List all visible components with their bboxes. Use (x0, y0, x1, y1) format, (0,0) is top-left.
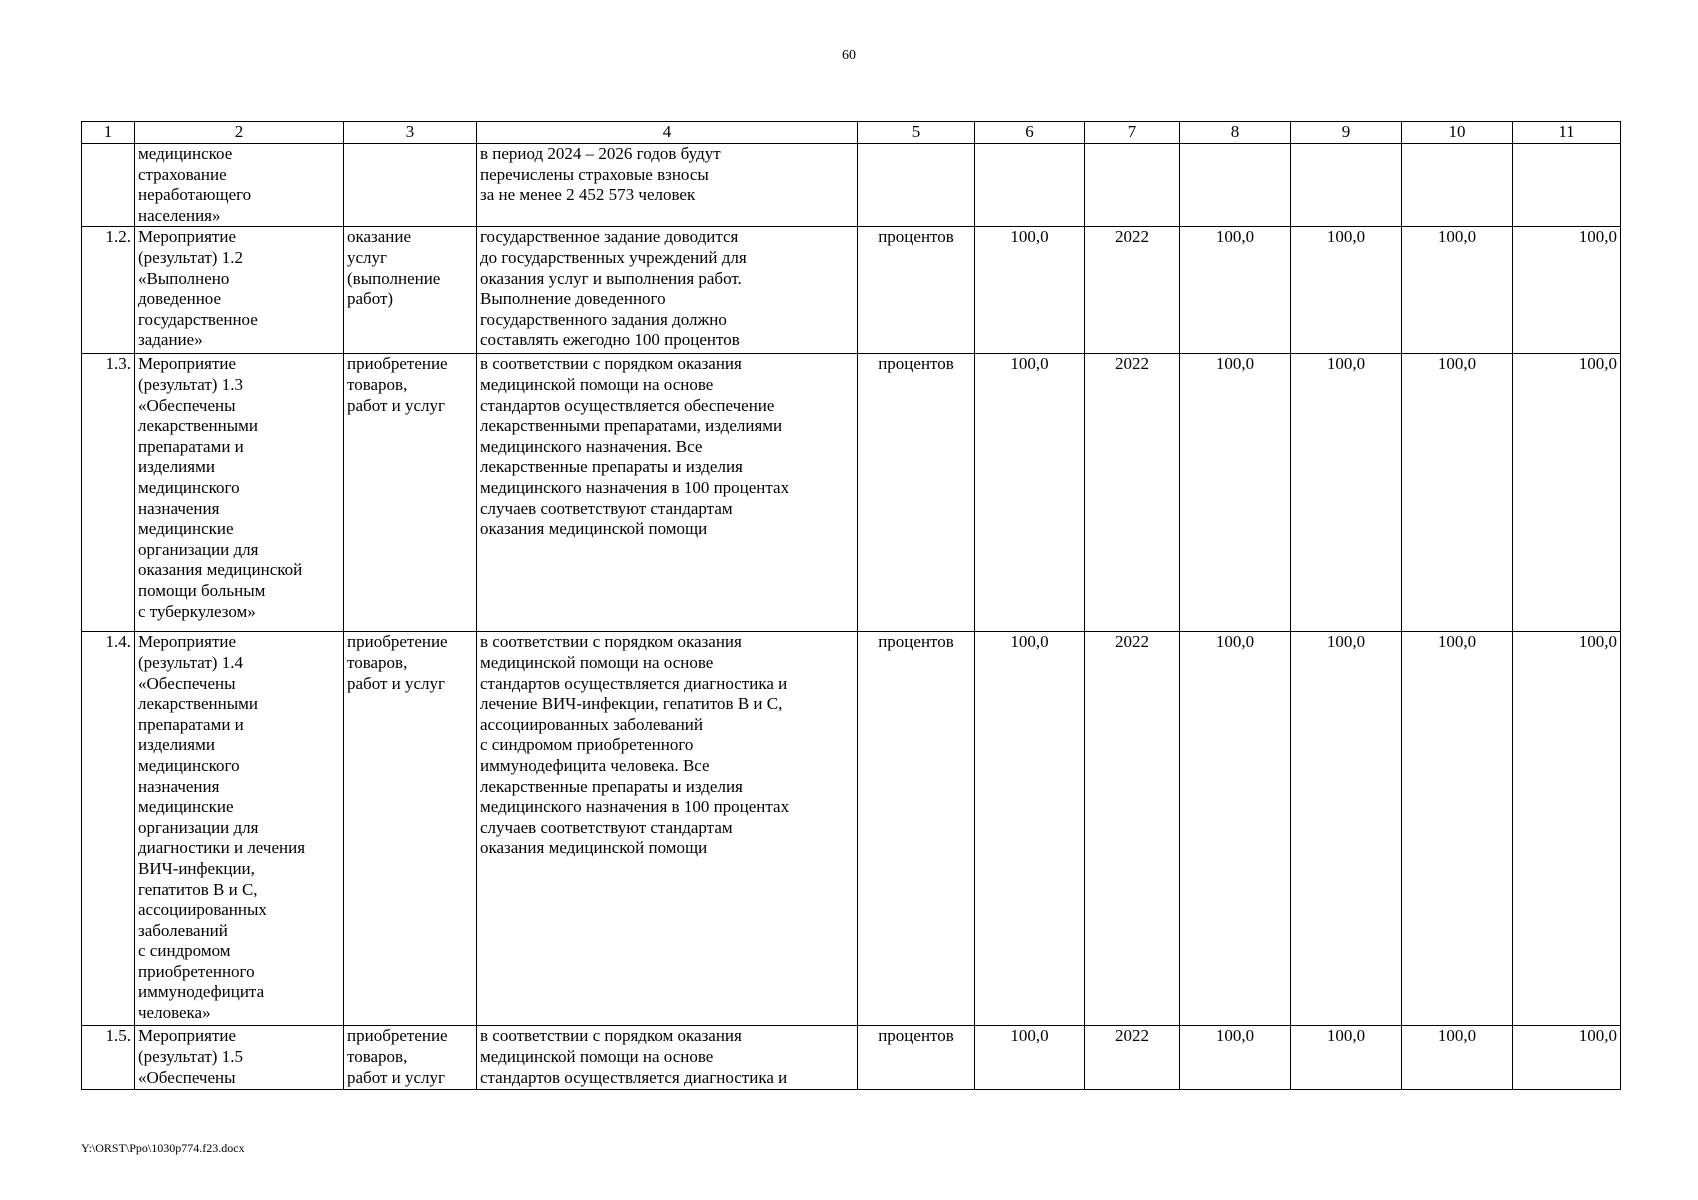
activity-type (344, 144, 477, 227)
activity-name: медицинское страхование неработающего населения» (135, 144, 344, 227)
row-number: 1.2. (82, 227, 135, 354)
table-row (82, 144, 1621, 227)
value-cell (1180, 144, 1291, 227)
activity-name: Мероприятие (результат) 1.4 «Обеспечены лекарственными препаратами и изделиями медицинского назначения медицинские организации для диагностики и лечения ВИЧ-инфекции, гепатитов В и С, ассоциированных заболеваний с синдромом приобретенного иммунодефицита человека» (135, 632, 344, 1026)
value-cell: 100,0 (1513, 354, 1621, 632)
activity-type: оказание услуг (выполнение работ) (344, 227, 477, 354)
base-year-cell: 2022 (1085, 1026, 1180, 1090)
activity-description: государственное задание доводится до государственных учреждений для оказания услуг и выполнения работ. Выполнение доведенного государственного задания должно составлять ежегодно 100 процентов (477, 227, 858, 354)
base-year-cell: 2022 (1085, 227, 1180, 354)
base-value-cell: 100,0 (975, 632, 1085, 1026)
value-cell (1402, 144, 1513, 227)
header-cell: 7 (1085, 122, 1180, 144)
value-cell: 100,0 (1402, 632, 1513, 1026)
value-cell: 100,0 (1180, 354, 1291, 632)
value-cell (1513, 144, 1621, 227)
header-cell: 8 (1180, 122, 1291, 144)
table-row (82, 227, 1621, 354)
value-cell: 100,0 (1180, 632, 1291, 1026)
table-row (82, 1026, 1621, 1090)
base-value-cell: 100,0 (975, 1026, 1085, 1090)
table-header-row (82, 122, 1621, 144)
unit-cell: процентов (858, 1026, 975, 1090)
value-cell: 100,0 (1291, 227, 1402, 354)
activity-description: в соответствии с порядком оказания медицинской помощи на основе стандартов осуществляется диагностика и (477, 1026, 858, 1090)
table-row (82, 354, 1621, 632)
header-cell: 11 (1513, 122, 1621, 144)
footer-file-path: Y:\ORST\Ppo\1030p774.f23.docx (81, 1141, 245, 1155)
value-cell: 100,0 (1291, 354, 1402, 632)
value-cell: 100,0 (1402, 354, 1513, 632)
unit-cell: процентов (858, 227, 975, 354)
value-cell: 100,0 (1402, 227, 1513, 354)
activity-type: приобретение товаров, работ и услуг (344, 354, 477, 632)
header-cell: 2 (135, 122, 344, 144)
value-cell: 100,0 (1291, 1026, 1402, 1090)
value-cell: 100,0 (1180, 1026, 1291, 1090)
base-value-cell: 100,0 (975, 227, 1085, 354)
results-table (81, 121, 1621, 1090)
row-number (82, 144, 135, 227)
activity-name: Мероприятие (результат) 1.5 «Обеспечены (135, 1026, 344, 1090)
activity-description: в соответствии с порядком оказания медицинской помощи на основе стандартов осуществляется обеспечение лекарственными препаратами, изделиями медицинского назначения. Все лекарственные препараты и изделия медицинского назначения в 100 процентах случаев соответствуют стандартам оказания медицинской помощи (477, 354, 858, 632)
base-year-cell: 2022 (1085, 354, 1180, 632)
header-cell: 9 (1291, 122, 1402, 144)
table-row (82, 632, 1621, 1026)
activity-description: в период 2024 – 2026 годов будут перечислены страховые взносы за не менее 2 452 573 человек (477, 144, 858, 227)
value-cell: 100,0 (1180, 227, 1291, 354)
header-cell: 10 (1402, 122, 1513, 144)
page-number: 60 (842, 48, 856, 63)
base-value-cell: 100,0 (975, 354, 1085, 632)
row-number: 1.5. (82, 1026, 135, 1090)
activity-type: приобретение товаров, работ и услуг (344, 1026, 477, 1090)
value-cell: 100,0 (1402, 1026, 1513, 1090)
value-cell: 100,0 (1513, 227, 1621, 354)
base-year-cell (1085, 144, 1180, 227)
value-cell: 100,0 (1513, 632, 1621, 1026)
base-value-cell (975, 144, 1085, 227)
activity-name: Мероприятие (результат) 1.3 «Обеспечены лекарственными препаратами и изделиями медицинского назначения медицинские организации для оказания медицинской помощи больным с туберкулезом» (135, 354, 344, 632)
value-cell: 100,0 (1291, 632, 1402, 1026)
header-cell: 1 (82, 122, 135, 144)
header-cell: 4 (477, 122, 858, 144)
row-number: 1.3. (82, 354, 135, 632)
header-cell: 6 (975, 122, 1085, 144)
activity-name: Мероприятие (результат) 1.2 «Выполнено доведенное государственное задание» (135, 227, 344, 354)
header-cell: 5 (858, 122, 975, 144)
activity-description: в соответствии с порядком оказания медицинской помощи на основе стандартов осуществляется диагностика и лечение ВИЧ-инфекции, гепатитов В и С, ассоциированных заболеваний с синдромом приобретенного иммунодефицита человека. Все лекарственные препараты и изделия медицинского назначения в 100 процентах случаев соответствуют стандартам оказания медицинской помощи (477, 632, 858, 1026)
header-cell: 3 (344, 122, 477, 144)
value-cell (1291, 144, 1402, 227)
row-number: 1.4. (82, 632, 135, 1026)
unit-cell (858, 144, 975, 227)
unit-cell: процентов (858, 632, 975, 1026)
base-year-cell: 2022 (1085, 632, 1180, 1026)
value-cell: 100,0 (1513, 1026, 1621, 1090)
activity-type: приобретение товаров, работ и услуг (344, 632, 477, 1026)
unit-cell: процентов (858, 354, 975, 632)
